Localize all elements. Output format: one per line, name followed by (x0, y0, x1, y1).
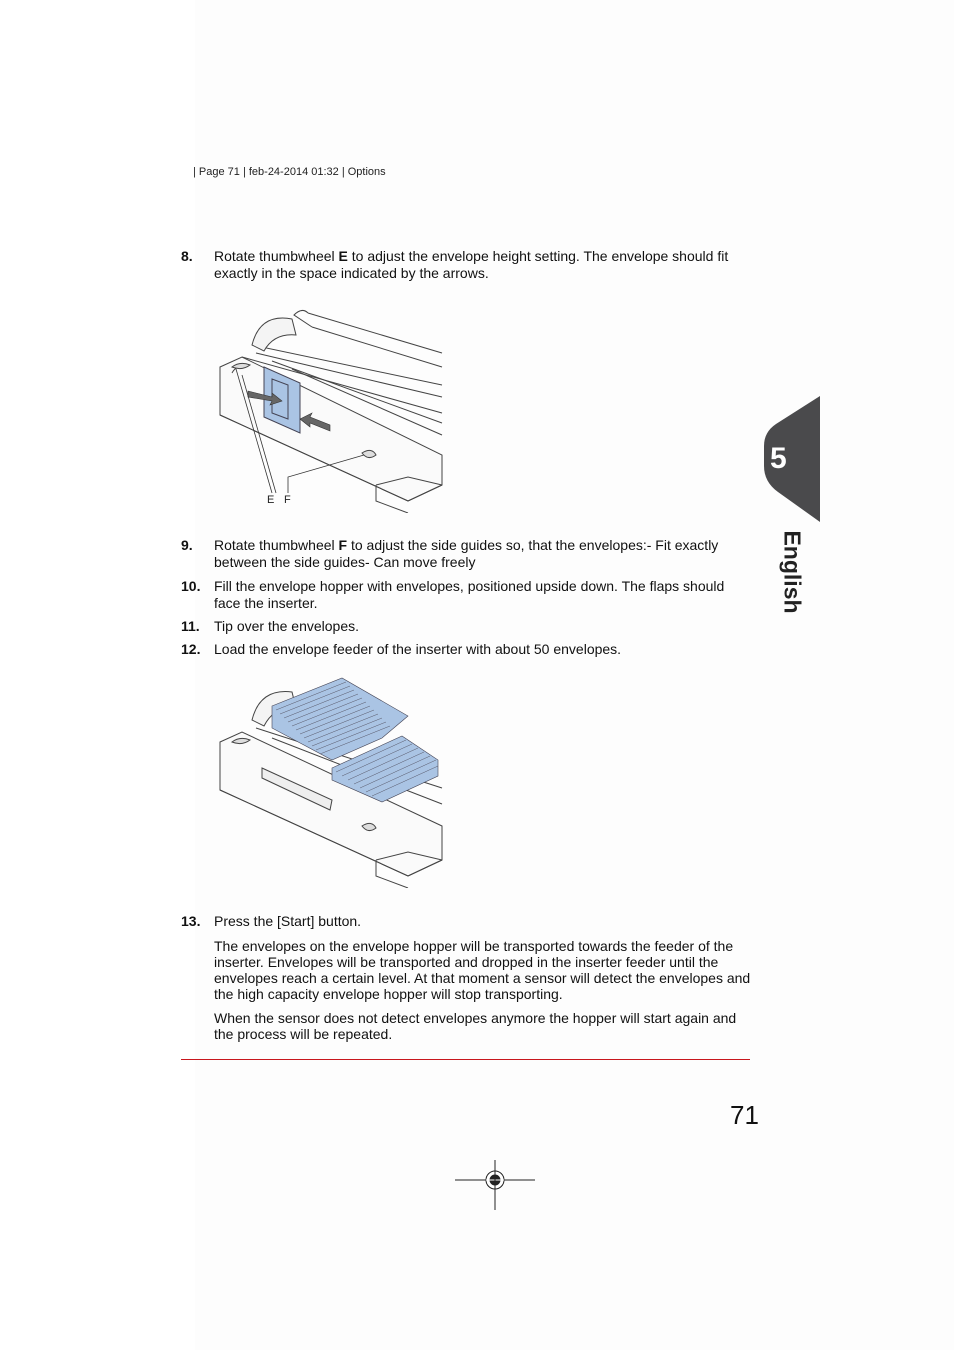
step-text: Rotate thumbwheel E to adjust the envelope height setting. The envelope should fit exactly in the space indicated by the arrows. (214, 248, 729, 281)
step-number: 9. (181, 537, 193, 553)
step-text: Fill the envelope hopper with envelopes, positioned upside down. The flaps should face the inserter. (214, 578, 725, 611)
step-text: Tip over the envelopes. (214, 618, 360, 634)
registration-mark-icon (455, 1160, 535, 1212)
page-background (195, 0, 954, 1350)
label-e: E (267, 494, 275, 506)
step-number: 11. (181, 618, 200, 634)
step-number: 10. (181, 578, 201, 594)
step-number: 12. (181, 641, 201, 657)
step-10 (181, 578, 751, 612)
figure-loaded-envelopes (212, 676, 444, 888)
chapter-number: 5 (770, 442, 787, 475)
page-number: 71 (730, 1100, 759, 1130)
page-header: | Page 71 | feb-24-2014 01:32 | Options (193, 166, 386, 178)
step-8 (181, 248, 751, 282)
step-11 (181, 618, 751, 635)
step-text: Load the envelope feeder of the inserter with about 50 envelopes. (214, 641, 622, 657)
step-text: Press the [Start] button. (214, 913, 362, 929)
step-13 (181, 913, 751, 930)
step-text: Rotate thumbwheel F to adjust the side guides so, that the envelopes:- Fit exactly between the side guides- Can move freely (214, 537, 719, 570)
paragraph-sensor: When the sensor does not detect envelopes anymore the hopper will start again and the process will be repeated. (214, 1010, 737, 1042)
language-label: English (779, 530, 806, 614)
label-f: F (284, 494, 291, 506)
figure-thumbwheel-adjustment (212, 305, 444, 513)
step-12 (181, 641, 751, 658)
paragraph-transport: The envelopes on the envelope hopper will be transported towards the feeder of the inserter. Envelopes will be transported and dropped in the inserter feeder until the envelopes reach a certain level. At that moment a sensor will detect the envelopes and the high capacity envelope hopper will stop transporting. (214, 938, 751, 1002)
footer-rule (181, 1059, 750, 1060)
step-number: 8. (181, 248, 193, 264)
step-number: 13. (181, 913, 201, 929)
step-9 (181, 537, 751, 571)
